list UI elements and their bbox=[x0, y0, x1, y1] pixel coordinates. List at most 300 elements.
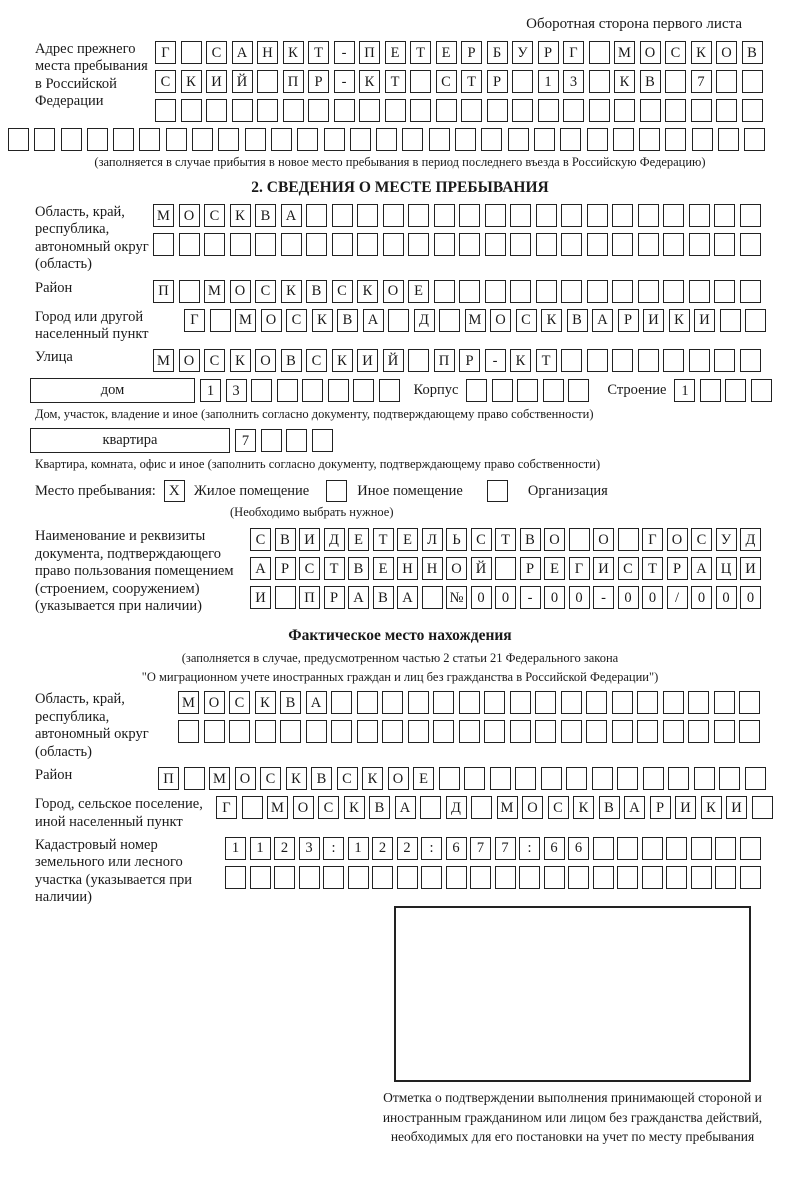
char-cell: К bbox=[286, 767, 307, 790]
char-cell bbox=[181, 99, 202, 122]
char-cell bbox=[688, 720, 709, 743]
char-cell bbox=[283, 99, 304, 122]
char-cell bbox=[508, 128, 529, 151]
char-cell bbox=[561, 720, 582, 743]
char-cell: М bbox=[614, 41, 635, 64]
char-cell bbox=[204, 233, 225, 256]
char-cell bbox=[618, 528, 639, 551]
stamp-caption: Отметка о подтверждении выполнения принимающей стороной и иностранным гражданином или лицом без гражданства действий, необходимых для его постановки на учет по месту пребывания bbox=[382, 1090, 763, 1144]
kvartira-row bbox=[30, 428, 800, 453]
char-cell bbox=[280, 720, 301, 743]
char-cell bbox=[495, 557, 516, 580]
char-cell: Е bbox=[385, 41, 406, 64]
kvartira-cells bbox=[235, 429, 333, 452]
char-cell bbox=[569, 528, 590, 551]
char-cell bbox=[459, 233, 480, 256]
char-cell: С bbox=[548, 796, 569, 819]
char-cell bbox=[665, 128, 686, 151]
dom-cells bbox=[200, 379, 400, 402]
char-cell: М bbox=[267, 796, 288, 819]
char-cell bbox=[410, 70, 431, 93]
prev-address-note: (заполняется в случае прибытия в новое место пребывания в период последнего въезда в Российскую Федерацию) bbox=[94, 155, 706, 169]
char-cell bbox=[544, 866, 565, 889]
char-cell: С bbox=[286, 309, 307, 332]
char-cell bbox=[297, 128, 318, 151]
char-cell bbox=[153, 233, 174, 256]
char-cell bbox=[261, 429, 282, 452]
char-cell bbox=[495, 866, 516, 889]
char-cell bbox=[308, 99, 329, 122]
char-cell bbox=[383, 204, 404, 227]
char-cell bbox=[383, 233, 404, 256]
char-cell bbox=[434, 280, 455, 303]
prev-address-label: Адрес прежнего места пребывания в Российской Федерации bbox=[35, 41, 148, 110]
char-cell: О bbox=[383, 280, 404, 303]
char-cell bbox=[691, 99, 712, 122]
char-cell: В bbox=[369, 796, 390, 819]
char-cell: О bbox=[640, 41, 661, 64]
char-cell bbox=[689, 349, 710, 372]
dom-note: Дом, участок, владение и иное (заполнить согласно документу, подтверждающему право собственности) bbox=[35, 407, 594, 422]
char-cell bbox=[257, 99, 278, 122]
char-cell: 1 bbox=[250, 837, 271, 860]
char-cell bbox=[586, 720, 607, 743]
char-cell bbox=[745, 767, 766, 790]
char-cell bbox=[490, 767, 511, 790]
char-cell bbox=[250, 866, 271, 889]
char-cell: Т bbox=[385, 70, 406, 93]
char-cell bbox=[461, 99, 482, 122]
rayon-field bbox=[35, 280, 800, 303]
char-cell bbox=[331, 720, 352, 743]
char-cell: О bbox=[593, 528, 614, 551]
char-cell: - bbox=[520, 586, 541, 609]
char-cell bbox=[742, 99, 763, 122]
char-cell: С bbox=[250, 528, 271, 551]
char-cell bbox=[210, 309, 231, 332]
char-cell bbox=[388, 309, 409, 332]
char-cell bbox=[512, 99, 533, 122]
char-cell bbox=[740, 204, 761, 227]
char-cell: 0 bbox=[544, 586, 565, 609]
char-cell bbox=[439, 309, 460, 332]
char-cell: И bbox=[206, 70, 227, 93]
char-cell bbox=[230, 233, 251, 256]
char-cell: К bbox=[669, 309, 690, 332]
mesto-note: (Необходимо выбрать нужное) bbox=[230, 505, 394, 520]
stroenie-cells bbox=[674, 379, 772, 402]
char-cell: С bbox=[204, 204, 225, 227]
char-cell bbox=[306, 204, 327, 227]
checkbox-zhiloe-pomeshchenie: X bbox=[164, 480, 185, 502]
char-cell: А bbox=[348, 586, 369, 609]
char-cell bbox=[561, 691, 582, 714]
char-cell: Р bbox=[520, 557, 541, 580]
char-cell bbox=[510, 233, 531, 256]
char-cell bbox=[538, 99, 559, 122]
char-cell: Т bbox=[536, 349, 557, 372]
char-cell: 0 bbox=[618, 586, 639, 609]
char-cell: Т bbox=[373, 528, 394, 551]
fact-note-line1: (заполняется в случае, предусмотренном частью 2 статьи 21 Федерального закона bbox=[181, 651, 619, 666]
char-cell bbox=[668, 767, 689, 790]
oblast-row-2 bbox=[153, 233, 761, 256]
char-cell bbox=[408, 233, 429, 256]
char-cell bbox=[274, 866, 295, 889]
kadastr-row-1 bbox=[225, 837, 761, 860]
char-cell bbox=[408, 720, 429, 743]
fact-oblast-row-2 bbox=[178, 720, 760, 743]
char-cell bbox=[139, 128, 160, 151]
char-cell bbox=[257, 70, 278, 93]
char-cell bbox=[372, 866, 393, 889]
char-cell bbox=[433, 720, 454, 743]
char-cell bbox=[561, 233, 582, 256]
char-cell: М bbox=[153, 204, 174, 227]
char-cell: 7 bbox=[495, 837, 516, 860]
char-cell bbox=[745, 309, 766, 332]
char-cell bbox=[286, 429, 307, 452]
char-cell bbox=[740, 866, 761, 889]
char-cell: К bbox=[312, 309, 333, 332]
char-cell bbox=[639, 128, 660, 151]
char-cell bbox=[640, 99, 661, 122]
char-cell: 1 bbox=[538, 70, 559, 93]
char-cell: В bbox=[281, 349, 302, 372]
char-cell: О bbox=[179, 204, 200, 227]
char-cell bbox=[587, 204, 608, 227]
char-cell bbox=[593, 866, 614, 889]
char-cell: Д bbox=[446, 796, 467, 819]
char-cell: Г bbox=[563, 41, 584, 64]
char-cell: Е bbox=[436, 41, 457, 64]
char-cell bbox=[484, 720, 505, 743]
char-cell: 3 bbox=[563, 70, 584, 93]
char-cell: № bbox=[446, 586, 467, 609]
char-cell bbox=[510, 280, 531, 303]
char-cell: О bbox=[230, 280, 251, 303]
char-cell: И bbox=[643, 309, 664, 332]
char-cell bbox=[402, 128, 423, 151]
char-cell bbox=[663, 204, 684, 227]
char-cell: А bbox=[281, 204, 302, 227]
char-cell: П bbox=[153, 280, 174, 303]
char-cell bbox=[275, 586, 296, 609]
char-cell bbox=[716, 99, 737, 122]
fact-oblast-rows bbox=[178, 691, 760, 761]
char-cell bbox=[739, 720, 760, 743]
char-cell bbox=[665, 70, 686, 93]
char-cell: - bbox=[485, 349, 506, 372]
char-cell: В bbox=[567, 309, 588, 332]
char-cell: В bbox=[255, 204, 276, 227]
char-cell bbox=[714, 720, 735, 743]
char-cell bbox=[429, 128, 450, 151]
char-cell bbox=[379, 379, 400, 402]
char-cell: М bbox=[153, 349, 174, 372]
char-cell bbox=[334, 99, 355, 122]
char-cell bbox=[434, 233, 455, 256]
char-cell bbox=[385, 99, 406, 122]
char-cell bbox=[593, 837, 614, 860]
char-cell bbox=[666, 866, 687, 889]
char-cell bbox=[638, 349, 659, 372]
fact-oblast-field bbox=[35, 691, 800, 761]
char-cell bbox=[587, 233, 608, 256]
char-cell: К bbox=[181, 70, 202, 93]
char-cell bbox=[617, 866, 638, 889]
char-cell: О bbox=[544, 528, 565, 551]
char-cell bbox=[637, 691, 658, 714]
char-cell bbox=[587, 349, 608, 372]
char-cell bbox=[229, 720, 250, 743]
char-cell: Е bbox=[408, 280, 429, 303]
char-cell bbox=[612, 233, 633, 256]
char-cell bbox=[568, 379, 589, 402]
char-cell bbox=[691, 837, 712, 860]
char-cell: А bbox=[232, 41, 253, 64]
fact-oblast-label: Область, край, республика, автономный округ (область) bbox=[35, 691, 149, 760]
char-cell bbox=[617, 767, 638, 790]
char-cell: С bbox=[332, 280, 353, 303]
char-cell: В bbox=[599, 796, 620, 819]
char-cell bbox=[178, 720, 199, 743]
prev-address-row-1 bbox=[155, 41, 763, 64]
char-cell: 0 bbox=[691, 586, 712, 609]
char-cell: 1 bbox=[348, 837, 369, 860]
option-inoe-pomeshchenie-label: Иное помещение bbox=[357, 482, 463, 499]
char-cell: В bbox=[520, 528, 541, 551]
char-cell: 1 bbox=[200, 379, 221, 402]
char-cell bbox=[484, 691, 505, 714]
char-cell bbox=[613, 128, 634, 151]
char-cell: У bbox=[716, 528, 737, 551]
char-cell bbox=[715, 837, 736, 860]
char-cell: В bbox=[640, 70, 661, 93]
char-cell bbox=[720, 309, 741, 332]
char-cell: 6 bbox=[568, 837, 589, 860]
char-cell: В bbox=[306, 280, 327, 303]
fact-note-line2: "О миграционном учете иностранных граждан и лиц без гражданства в Российской Федерации") bbox=[141, 670, 659, 685]
char-cell bbox=[638, 204, 659, 227]
char-cell bbox=[397, 866, 418, 889]
char-cell: Г bbox=[184, 309, 205, 332]
char-cell bbox=[612, 349, 633, 372]
char-cell: И bbox=[299, 528, 320, 551]
char-cell bbox=[192, 128, 213, 151]
char-cell: О bbox=[255, 349, 276, 372]
char-cell bbox=[663, 720, 684, 743]
char-cell bbox=[331, 691, 352, 714]
fact-title: Фактическое место нахождения bbox=[288, 627, 512, 645]
char-cell bbox=[332, 233, 353, 256]
char-cell bbox=[510, 691, 531, 714]
char-cell bbox=[614, 99, 635, 122]
char-cell bbox=[744, 128, 765, 151]
char-cell bbox=[232, 99, 253, 122]
char-cell bbox=[638, 233, 659, 256]
fact-rayon-field bbox=[35, 767, 800, 790]
prev-address-rows bbox=[155, 41, 763, 122]
char-cell bbox=[694, 767, 715, 790]
stroenie-label: Строение bbox=[607, 382, 667, 399]
char-cell: Д bbox=[740, 528, 761, 551]
char-cell: С bbox=[665, 41, 686, 64]
prev-address-row-2 bbox=[155, 70, 763, 93]
char-cell bbox=[541, 767, 562, 790]
char-cell: Р bbox=[275, 557, 296, 580]
char-cell bbox=[751, 379, 772, 402]
char-cell bbox=[637, 720, 658, 743]
char-cell bbox=[700, 379, 721, 402]
char-cell: В bbox=[337, 309, 358, 332]
fact-gorod-field bbox=[35, 796, 800, 831]
kvartira-note: Квартира, комната, офис и иное (заполнить согласно документу, подтверждающему право собственности) bbox=[35, 457, 601, 472]
char-cell: О bbox=[293, 796, 314, 819]
char-cell: / bbox=[667, 586, 688, 609]
char-cell bbox=[350, 128, 371, 151]
char-cell bbox=[113, 128, 134, 151]
char-cell: 0 bbox=[740, 586, 761, 609]
option-organizatsiya-label: Организация bbox=[527, 482, 608, 499]
char-cell bbox=[357, 720, 378, 743]
char-cell: 1 bbox=[225, 837, 246, 860]
char-cell bbox=[534, 128, 555, 151]
char-cell: К bbox=[283, 41, 304, 64]
char-cell bbox=[587, 128, 608, 151]
char-cell: Н bbox=[397, 557, 418, 580]
char-cell bbox=[535, 720, 556, 743]
char-cell: 7 bbox=[235, 429, 256, 452]
char-cell bbox=[281, 233, 302, 256]
char-cell: К bbox=[359, 70, 380, 93]
char-cell: К bbox=[362, 767, 383, 790]
char-cell: А bbox=[624, 796, 645, 819]
char-cell: И bbox=[726, 796, 747, 819]
char-cell: Ц bbox=[716, 557, 737, 580]
char-cell: 7 bbox=[691, 70, 712, 93]
char-cell bbox=[204, 720, 225, 743]
char-cell bbox=[688, 691, 709, 714]
char-cell bbox=[515, 767, 536, 790]
char-cell bbox=[536, 233, 557, 256]
char-cell bbox=[61, 128, 82, 151]
char-cell: Р bbox=[324, 586, 345, 609]
char-cell: С bbox=[516, 309, 537, 332]
char-cell: - bbox=[334, 41, 355, 64]
char-cell bbox=[663, 280, 684, 303]
char-cell: М bbox=[497, 796, 518, 819]
kadastr-row-2 bbox=[225, 866, 761, 889]
doc-label: Наименование и реквизиты документа, подтверждающего право пользования помещением (строением, сооружением) (указывается при наличии) bbox=[35, 528, 234, 615]
char-cell bbox=[689, 280, 710, 303]
char-cell bbox=[510, 204, 531, 227]
char-cell: О bbox=[204, 691, 225, 714]
char-cell bbox=[665, 99, 686, 122]
char-cell bbox=[306, 720, 327, 743]
char-cell: : bbox=[323, 837, 344, 860]
char-cell bbox=[271, 128, 292, 151]
char-cell bbox=[410, 99, 431, 122]
char-cell bbox=[434, 204, 455, 227]
char-cell: - bbox=[334, 70, 355, 93]
char-cell: 0 bbox=[495, 586, 516, 609]
char-cell: К bbox=[357, 280, 378, 303]
char-cell bbox=[740, 233, 761, 256]
char-cell: Д bbox=[324, 528, 345, 551]
char-cell: И bbox=[675, 796, 696, 819]
char-cell: А bbox=[691, 557, 712, 580]
char-cell bbox=[242, 796, 263, 819]
oblast-label: Область, край, республика, автономный округ (область) bbox=[35, 204, 149, 273]
char-cell bbox=[302, 379, 323, 402]
char-cell: П bbox=[299, 586, 320, 609]
char-cell: Й bbox=[232, 70, 253, 93]
char-cell bbox=[561, 280, 582, 303]
char-cell: М bbox=[178, 691, 199, 714]
char-cell bbox=[166, 128, 187, 151]
char-cell: 6 bbox=[446, 837, 467, 860]
fact-rayon-label: Район bbox=[35, 767, 73, 784]
char-cell: О bbox=[179, 349, 200, 372]
char-cell bbox=[643, 767, 664, 790]
char-cell bbox=[617, 837, 638, 860]
char-cell bbox=[181, 41, 202, 64]
char-cell: К bbox=[281, 280, 302, 303]
char-cell bbox=[459, 280, 480, 303]
char-cell bbox=[536, 280, 557, 303]
korpus-cells bbox=[466, 379, 589, 402]
kadastr-rows bbox=[225, 837, 761, 907]
char-cell: 7 bbox=[470, 837, 491, 860]
char-cell bbox=[357, 691, 378, 714]
fact-oblast-row-1 bbox=[178, 691, 760, 714]
mesto-prebyvaniya-row bbox=[35, 480, 800, 502]
dom-box: дом bbox=[30, 378, 195, 403]
char-cell: М bbox=[204, 280, 225, 303]
char-cell bbox=[179, 233, 200, 256]
char-cell: Г bbox=[642, 528, 663, 551]
char-cell bbox=[485, 204, 506, 227]
char-cell: М bbox=[209, 767, 230, 790]
char-cell: М bbox=[235, 309, 256, 332]
char-cell: Н bbox=[257, 41, 278, 64]
char-cell: К bbox=[510, 349, 531, 372]
char-cell bbox=[218, 128, 239, 151]
char-cell: Г bbox=[155, 41, 176, 64]
char-cell bbox=[714, 349, 735, 372]
char-cell bbox=[510, 720, 531, 743]
ulitsa-label: Улица bbox=[35, 349, 73, 366]
char-cell: С bbox=[436, 70, 457, 93]
char-cell: К bbox=[332, 349, 353, 372]
char-cell bbox=[719, 767, 740, 790]
char-cell: Р bbox=[308, 70, 329, 93]
kvartira-box: квартира bbox=[30, 428, 230, 453]
char-cell bbox=[519, 866, 540, 889]
char-cell: А bbox=[363, 309, 384, 332]
char-cell: О bbox=[235, 767, 256, 790]
char-cell: О bbox=[261, 309, 282, 332]
char-cell: А bbox=[395, 796, 416, 819]
char-cell: С bbox=[306, 349, 327, 372]
oblast-field bbox=[35, 204, 800, 274]
char-cell bbox=[376, 128, 397, 151]
char-cell bbox=[714, 280, 735, 303]
korpus-label: Корпус bbox=[413, 382, 459, 399]
char-cell bbox=[433, 691, 454, 714]
char-cell: 3 bbox=[226, 379, 247, 402]
